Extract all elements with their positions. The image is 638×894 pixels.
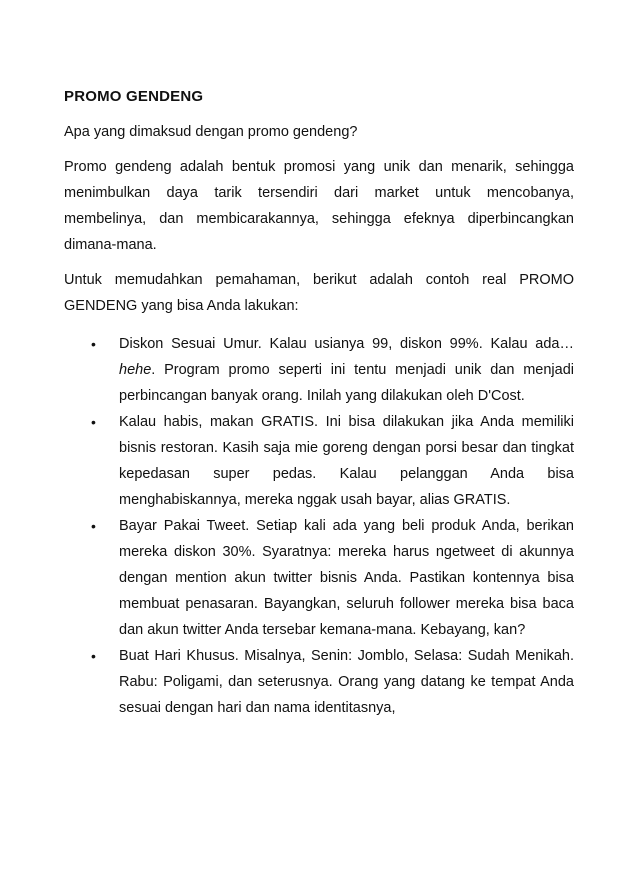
list-item-text: Bayar Pakai Tweet. Setiap kali ada yang beli produk Anda, berikan mereka diskon 30%. Syaratnya: mereka harus ngetweet di akunnya dengan mention akun twitter bisnis Anda. Pastikan kontennya bisa membuat penasaran. Bayangkan, seluruh follower mereka bisa baca dan akun twitter Anda tersebar kemana-mana. Kebayang, kan?	[119, 518, 574, 638]
list-item-text: . Program promo seperti ini tentu menjadi unik dan menjadi perbincangan banyak orang. Inilah yang dilakukan oleh D'Cost.	[119, 362, 574, 404]
definition-paragraph: Promo gendeng adalah bentuk promosi yang unik dan menarik, sehingga menimbulkan daya tarik tersendiri dari market untuk mencobanya, membelinya, dan membicarakannya, sehingga efeknya diperbincangkan dimana-mana.	[64, 159, 574, 253]
list-item-text: Diskon Sesuai Umur. Kalau usianya 99, diskon 99%. Kalau ada…	[119, 336, 574, 352]
document-heading: PROMO GENDENG	[64, 88, 204, 105]
document-page	[64, 84, 574, 721]
list-item	[64, 331, 574, 409]
list-item-text: Kalau habis, makan GRATIS. Ini bisa dilakukan jika Anda memiliki bisnis restoran. Kasih saja mie goreng dengan porsi besar dan tingkat kepedasan super pedas. Kalau pelanggan Anda bisa menghabiskannya, mereka nggak usah bayar, alias GRATIS.	[119, 414, 574, 508]
list-item-italic-text: hehe	[119, 362, 152, 378]
bullet-icon: •	[91, 518, 96, 534]
list-item-text: Buat Hari Khusus. Misalnya, Senin: Jomblo, Selasa: Sudah Menikah. Rabu: Poligami, dan seterusnya. Orang yang datang ke tempat Anda sesuai dengan hari dan nama identitasnya,	[119, 648, 574, 716]
example-list	[64, 331, 574, 721]
list-item	[64, 409, 574, 513]
bullet-icon: •	[91, 336, 96, 352]
intro-paragraph: Untuk memudahkan pemahaman, berikut adalah contoh real PROMO GENDENG yang bisa Anda lakukan:	[64, 272, 574, 314]
list-item	[64, 643, 574, 721]
bullet-icon: •	[91, 648, 96, 664]
list-item	[64, 513, 574, 643]
bullet-icon: •	[91, 414, 96, 430]
question-paragraph: Apa yang dimaksud dengan promo gendeng?	[64, 124, 358, 140]
